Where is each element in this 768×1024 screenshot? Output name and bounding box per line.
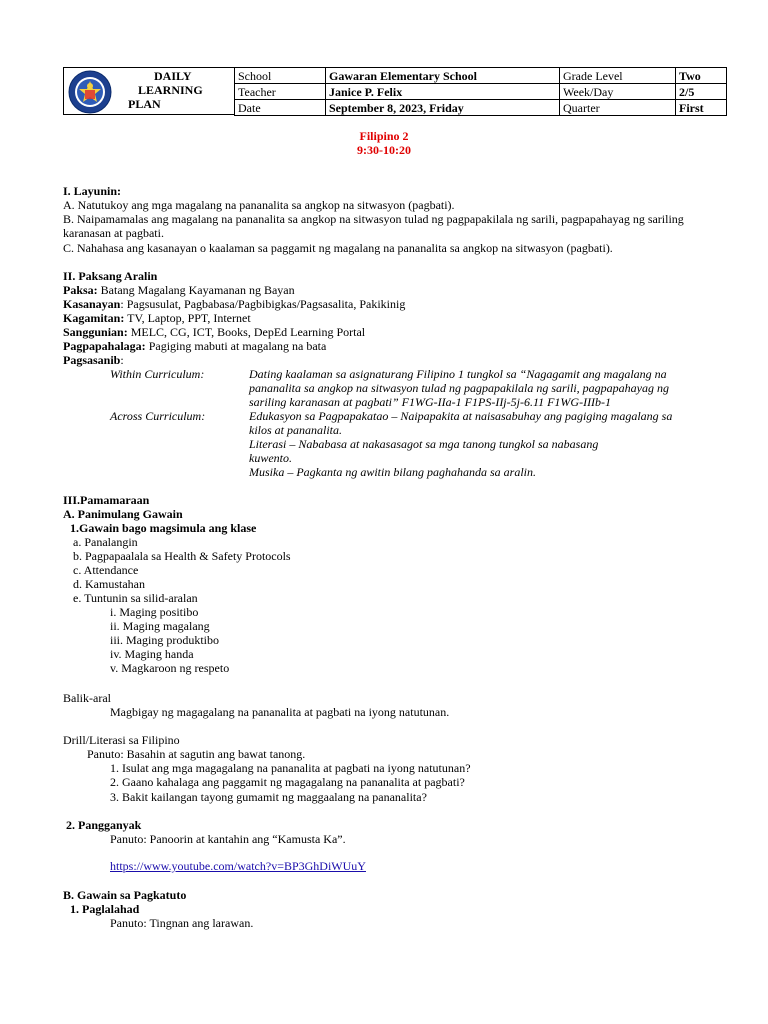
within-curriculum-line: pananalita sa angkop na sitwasyon tulad ng pagpapakilala ng sarili, pagpapahayag ng [249, 381, 669, 395]
pagpapahalaga-row [63, 339, 326, 353]
rule-item: ii. Maging magalang [110, 619, 210, 633]
school-label: School [235, 68, 326, 84]
layunin-line: karanasan at pagbati. [63, 226, 164, 240]
table-row [235, 84, 727, 100]
week-day-value: 2/5 [676, 84, 727, 100]
paglalahad-heading: 1. Paglalahad [70, 902, 140, 916]
balik-aral-label: Balik-aral [63, 691, 111, 705]
list-item: a. Panalangin [73, 535, 138, 549]
paksang-aralin-heading: II. Paksang Aralin [63, 269, 158, 283]
list-item: d. Kamustahan [73, 577, 145, 591]
layunin-line: A. Natutukoy ang mga magalang na pananalita sa angkop na sitwasyon (pagbati). [63, 198, 455, 212]
rule-item: i. Maging positibo [110, 605, 199, 619]
subject-time: 9:30-10:20 [357, 143, 411, 157]
kagamitan-label: Kagamitan: [63, 311, 125, 325]
within-curriculum-line: Dating kaalaman sa asignaturang Filipino 1 tungkol sa “Nagagamit ang magalang na [249, 367, 667, 381]
sanggunian-label: Sanggunian: [63, 325, 128, 339]
dlp-title-line: PLAN [128, 97, 161, 111]
gawain-bago-heading: 1.Gawain bago magsimula ang klase [70, 521, 257, 535]
sanggunian-value: MELC, CG, ICT, Books, DepEd Learning Portal [127, 325, 366, 339]
rule-item: v. Magkaroon ng respeto [110, 661, 230, 675]
balik-aral-text: Magbigay ng magagalang na pananalita at pagbati na iyong natutunan. [110, 705, 450, 719]
teacher-value: Janice P. Felix [326, 84, 560, 100]
quarter-label: Quarter [560, 100, 676, 116]
across-curriculum-label: Across Curriculum: [110, 409, 206, 423]
across-curriculum-line: Musika – Pagkanta ng awitin bilang paghahanda sa aralin. [249, 465, 536, 479]
subject-name: Filipino 2 [359, 129, 409, 143]
pagpapahalaga-value: Pagiging mabuti at magalang na bata [145, 339, 327, 353]
kasanayan-row [63, 297, 405, 311]
paksa-value: Batang Magalang Kayamanan ng Bayan [97, 283, 295, 297]
drill-label: Drill/Literasi sa Filipino [63, 733, 180, 747]
date-value: September 8, 2023, Friday [326, 100, 560, 116]
kagamitan-value: TV, Laptop, PPT, Internet [124, 311, 251, 325]
within-curriculum-line: sariling karanasan at pagbati” F1WG-IIa-1 F1PS-IIj-5j-6.11 F1WG-IIIb-1 [249, 395, 612, 409]
paksa-label: Paksa: [63, 283, 98, 297]
dlp-title-line: DAILY [154, 69, 192, 83]
kasanayan-label: Kasanayan [63, 297, 121, 311]
quarter-value: First [676, 100, 727, 116]
grade-level-label: Grade Level [560, 68, 676, 84]
school-value: Gawaran Elementary School [326, 68, 560, 84]
gawain-sa-pagkatuto-heading: B. Gawain sa Pagkatuto [63, 888, 187, 902]
pagsasanib-value: : [120, 353, 124, 367]
pangganyak-panuto: Panuto: Panoorin at kantahin ang “Kamusta Ka”. [110, 832, 346, 846]
pagsasanib-label: Pagsasanib [63, 353, 121, 367]
deped-seal-icon [68, 70, 112, 114]
within-curriculum-label: Within Curriculum: [110, 367, 205, 381]
pagpapahalaga-label: Pagpapahalaga: [63, 339, 146, 353]
date-label: Date [235, 100, 326, 116]
dlp-title-line: LEARNING [138, 83, 203, 97]
across-curriculum-line: Edukasyon sa Pagpapakatao – Naipapakita at naisasabuhay ang pagiging magalang sa [249, 409, 673, 423]
paglalahad-panuto: Panuto: Tingnan ang larawan. [110, 916, 254, 930]
dlp-title [116, 69, 231, 111]
across-curriculum-line: kuwento. [249, 451, 292, 465]
layunin-heading: I. Layunin: [63, 184, 122, 198]
layunin-line: C. Nahahasa ang kasanayan o kaalaman sa paggamit ng magalang na pananalita sa angkop na sitwasyon (pagbati). [63, 241, 613, 255]
pagsasanib-row [63, 353, 124, 367]
drill-question: 1. Isulat ang mga magagalang na pananalita at pagbati na iyong natutunan? [110, 761, 471, 775]
table-row [235, 100, 727, 116]
youtube-link[interactable]: https://www.youtube.com/watch?v=BP3GhDiWUuY [110, 859, 366, 873]
list-item: e. Tuntunin sa silid-aralan [73, 591, 198, 605]
across-curriculum-line: Literasi – Nababasa at nakasasagot sa mga tanong tungkol sa nabasang [249, 437, 599, 451]
list-item: b. Pagpapaalala sa Health & Safety Protocols [73, 549, 291, 563]
drill-question: 2. Gaano kahalaga ang paggamit ng magagalang na pananalita at pagbati? [110, 775, 465, 789]
rule-item: iii. Maging produktibo [110, 633, 219, 647]
table-row [235, 68, 727, 84]
pangganyak-heading: 2. Pangganyak [66, 818, 142, 832]
list-item: c. Attendance [73, 563, 139, 577]
kagamitan-row [63, 311, 251, 325]
header-info-table [234, 67, 727, 116]
pamamaraan-heading: III.Pamamaraan [63, 493, 150, 507]
week-day-label: Week/Day [560, 84, 676, 100]
drill-question: 3. Bakit kailangan tayong gumamit ng maggaalang na pananalita? [110, 790, 427, 804]
layunin-line: B. Naipamamalas ang magalang na pananalita sa angkop na sitwasyon tulad ng pagpapakilala ng sarili, pagpapahayag ng sariling [63, 212, 684, 226]
across-curriculum-line: kilos at pananalita. [249, 423, 342, 437]
panimulang-gawain-heading: A. Panimulang Gawain [63, 507, 183, 521]
rule-item: iv. Maging handa [110, 647, 194, 661]
header-logo-cell [63, 67, 234, 115]
teacher-label: Teacher [235, 84, 326, 100]
drill-panuto: Panuto: Basahin at sagutin ang bawat tanong. [87, 747, 306, 761]
sanggunian-row [63, 325, 365, 339]
header [63, 67, 732, 115]
grade-level-value: Two [676, 68, 727, 84]
kasanayan-value: : Pagsusulat, Pagbabasa/Pagbibigkas/Pagsasalita, Pakikinig [120, 297, 406, 311]
paksa-row [63, 283, 295, 297]
